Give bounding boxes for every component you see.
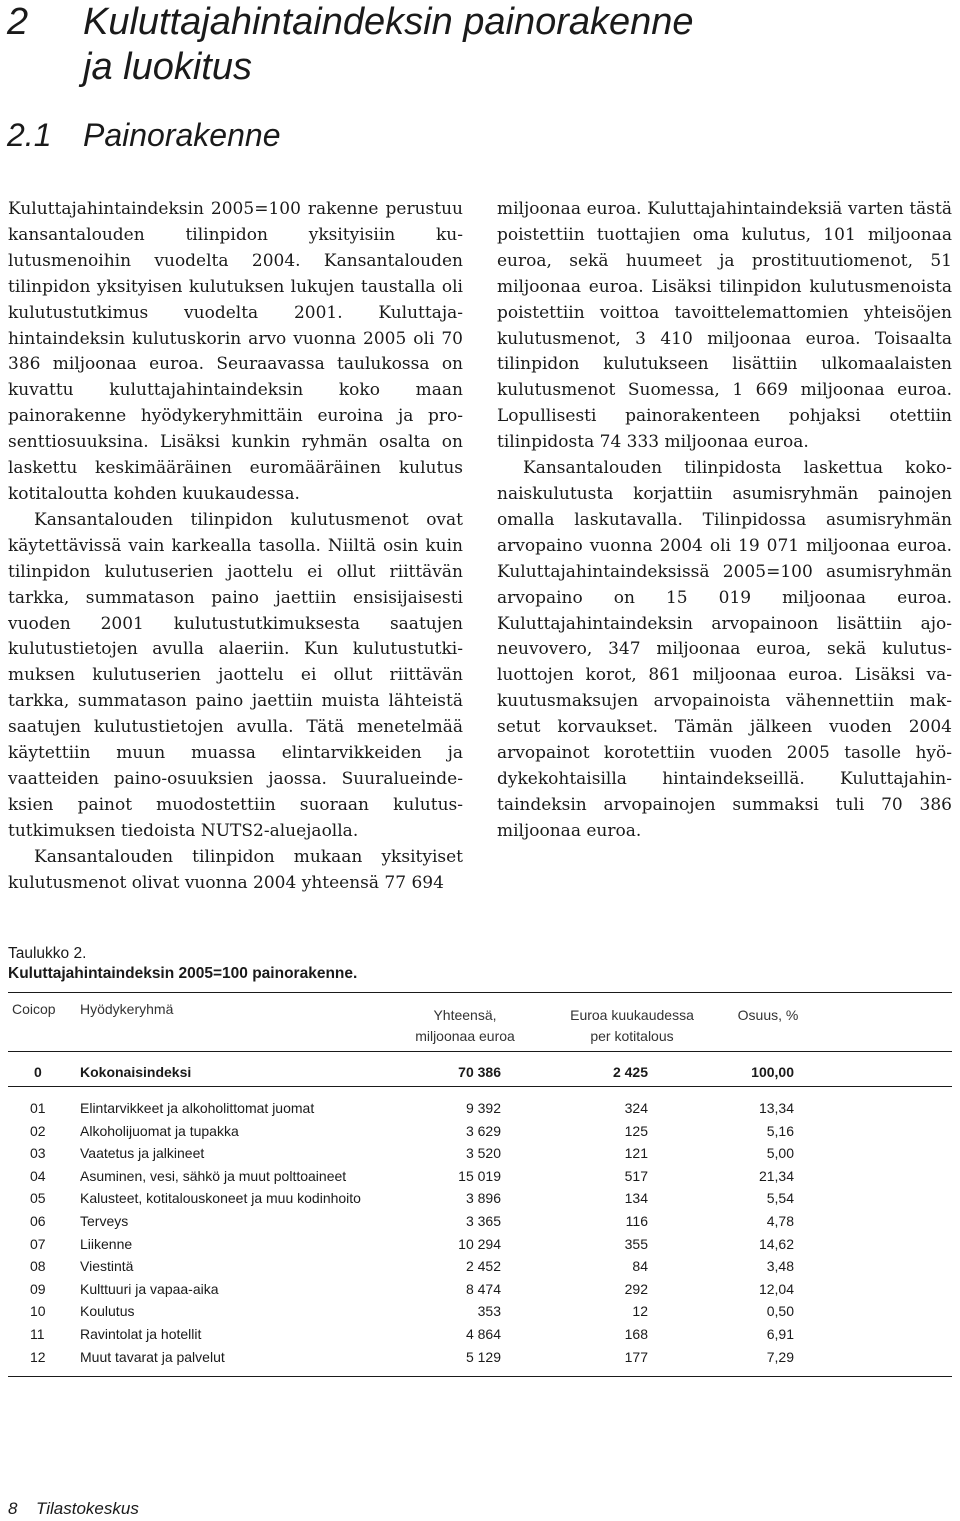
cell-share: 3,48 (766, 1258, 794, 1275)
cell-share: 7,29 (766, 1348, 794, 1365)
page-footer (8, 1499, 139, 1519)
table-row (8, 1142, 952, 1165)
cell-euro: 2 425 (612, 1064, 648, 1080)
header-commodity-group: Hyödykeryhmä (80, 1001, 174, 1017)
cell-total: 353 (477, 1303, 501, 1320)
table-row (8, 1300, 952, 1323)
cell-group: Liikenne (80, 1235, 133, 1252)
table-row (8, 1187, 952, 1210)
cell-euro: 84 (632, 1258, 648, 1275)
table-title: Kuluttajahintaindeksin 2005=100 painorakenne. (8, 965, 358, 982)
cell-share: 6,91 (766, 1325, 794, 1342)
table-caption (8, 944, 357, 984)
cell-code: 06 (30, 1212, 46, 1229)
cell-share: 13,34 (758, 1100, 794, 1116)
table-row (8, 1278, 952, 1301)
cell-total: 5 129 (465, 1348, 501, 1365)
cell-euro: 116 (625, 1212, 648, 1229)
header-euro-line2: per kotitalous (590, 1028, 674, 1044)
cell-euro: 292 (624, 1280, 648, 1297)
cell-code: 0 (34, 1064, 42, 1080)
table-row-total (8, 1058, 952, 1087)
cell-euro: 177 (624, 1348, 648, 1365)
cell-group: Asuminen, vesi, sähkö ja muut polttoaineet (80, 1167, 347, 1184)
cell-total: 4 864 (465, 1325, 501, 1342)
header-total-line1: Yhteensä, (433, 1007, 497, 1023)
table-row (8, 1210, 952, 1233)
cell-euro: 168 (624, 1325, 648, 1342)
right-text-column (497, 197, 952, 845)
header-euro-line1: Euroa kuukaudessa (570, 1007, 694, 1023)
cell-group: Kalusteet, kotitalouskoneet ja muu kodinhoito (80, 1190, 361, 1207)
cell-group: Ravintolat ja hotellit (80, 1325, 202, 1342)
paragraph: Kansantalouden tilinpidosta laskettua kokonaiskulutusta korjattiin asumisryhmän painojen omalla laskutavalla. Tilinpidossa asumisryhmän arvopaino vuonna 2004 oli 19 071 miljoonaa euroa. Kuluttajahintaindeksissä 2005=100 asumisryhmän arvopaino on 15 019 miljoonaa euroa. Kuluttajahintaindeksin arvopainoon lisättiin ajoneuvovero, 347 miljoonaa euroa, sekä kulutusluottojen korot, 861 miljoonaa euroa. Lisäksi vakuutusmaksujen arvopainoista vähennettiin maksetut korvaukset. Tämän jälkeen vuoden 2004 arvopainot korotettiin vuoden 2005 tasolle hyödykekohtaisilla hintaindekseillä. Kuluttajahintaindeksin arvopainojen summaksi tuli 70 386 miljoonaa euroa. (497, 458, 952, 841)
cell-group: Viestintä (80, 1258, 134, 1275)
chapter-title (7, 0, 947, 90)
paragraph: miljoonaa euroa. Kuluttajahintaindeksiä varten tästä poistettiin tuottajien oma kulutus, 101 miljoonaa euroa, sekä huumeet ja prostituutiomenot, 51 miljoonaa euroa. Lisäksi tilinpidon kulutusmenoista poistettiin voittoa tavoittelemattomien yhteisöjen kulutusmenot, 3 410 miljoonaa euroa. Toisaalta tilinpidon kulutukseen lisättiin ulkomaalaisten kulutusmenot Suomessa, 1 669 miljoonaa euroa. Lopullisesti painorakenteen pohjaksi otettiin tilinpidosta 74 333 miljoonaa euroa. (497, 199, 952, 453)
cell-total: 10 294 (458, 1235, 501, 1252)
header-share: Osuus, % (737, 1007, 799, 1023)
cell-code: 09 (30, 1280, 46, 1297)
cell-share: 5,00 (766, 1145, 794, 1162)
cell-euro: 324 (624, 1100, 648, 1116)
cell-code: 11 (30, 1325, 45, 1342)
cell-group: Elintarvikkeet ja alkoholittomat juomat (80, 1100, 315, 1116)
cell-share: 12,04 (758, 1280, 794, 1297)
table-row (8, 1233, 952, 1256)
table-row (8, 1323, 952, 1346)
cell-share: 0,50 (766, 1303, 794, 1320)
cell-euro: 134 (624, 1190, 648, 1207)
cell-total: 3 896 (465, 1190, 501, 1207)
cell-total: 8 474 (465, 1280, 501, 1297)
cell-code: 12 (30, 1348, 46, 1365)
cell-group: Alkoholijuomat ja tupakka (80, 1122, 239, 1139)
cell-code: 02 (30, 1122, 46, 1139)
cell-euro: 12 (632, 1303, 648, 1320)
paragraph: Kansantalouden tilinpidon kulutusmenot ovat käytettävissä vain karkealla tasolla. Niiltä osin kuin tilinpidon kulutuserien jaottelu ei ollut riittävän tarkka, summatason paino jaettiin ensisijaisesti vuoden 2001 kulutustutkimuksesta saatujen kulutustietojen avulla alaeriin. Kun kulutustutkimuksen kulutuserien jaottelu ei ollut riittävän tarkka, summatason paino jaettiin muista lähteistä saatujen kulutustietojen avulla. Tätä menetelmää käytettiin muun muassa elintarvikkeiden ja vaatteiden paino-osuuksien jaossa. Suuralueindeksien painot muodostettiin suoraan kulutustutkimuksen tiedoista NUTS2-aluejaolla. (8, 509, 463, 841)
left-text-column (8, 197, 463, 896)
table-label: Taulukko 2. (8, 945, 87, 962)
cell-code: 04 (30, 1167, 46, 1184)
cell-euro: 517 (624, 1167, 648, 1184)
section-title (7, 114, 280, 156)
cell-euro: 355 (624, 1235, 648, 1252)
cell-total: 9 392 (465, 1100, 501, 1116)
table-row (8, 1165, 952, 1188)
chapter-title-line1: Kuluttajahintaindeksin painorakenne (83, 1, 694, 43)
section-number: 2.1 (7, 117, 52, 153)
header-euro-per-household (542, 1005, 722, 1047)
cell-group: Vaatetus ja jalkineet (80, 1145, 205, 1162)
cell-total: 3 365 (465, 1212, 501, 1229)
paragraph: Kuluttajahintaindeksin 2005=100 rakenne perustuu kansantalouden tilinpidon yksityisiin kulutusmenoihin vuodelta 2004. Kansantalouden tilinpidon yksityisen kulutuksen lukujen taustalla oli kulutustutkimus vuodelta 2001. Kuluttajahintaindeksin kulutuskorin arvo vuonna 2005 oli 70 386 miljoonaa euroa. Seuraavassa taulukossa on kuvattu kuluttajahintaindeksin koko maan painorakenne hyödykeryhmittäin euroina ja prosenttiosuuksina. Lisäksi kunkin ryhmän osalta on laskettu keskimääräinen euromääräinen kulutus kotitaloutta kohden kuukaudessa. (8, 199, 463, 504)
table-row (8, 1346, 952, 1369)
table-header (8, 992, 952, 1052)
table-row (8, 1255, 952, 1278)
cell-group: Kulttuuri ja vapaa-aika (80, 1280, 219, 1297)
header-total-line2: miljoonaa euroa (415, 1028, 515, 1044)
paragraph: Kansantalouden tilinpidon mukaan yksityiset kulutusmenot olivat vuonna 2004 yhteensä 77 694 (8, 846, 463, 893)
cell-code: 05 (30, 1190, 46, 1207)
cell-code: 03 (30, 1145, 46, 1162)
cell-share: 5,16 (766, 1122, 794, 1139)
cell-code: 01 (30, 1100, 46, 1116)
page-number: 8 (8, 1499, 18, 1518)
cell-share: 14,62 (758, 1235, 794, 1252)
chapter-number: 2 (7, 1, 29, 43)
cell-total: 3 629 (465, 1122, 501, 1139)
cell-share: 5,54 (766, 1190, 794, 1207)
table-body (8, 1097, 952, 1368)
table-row (8, 1097, 952, 1120)
cell-share: 21,34 (758, 1167, 794, 1184)
cell-total: 70 386 (458, 1064, 501, 1080)
cell-share: 100,00 (751, 1064, 794, 1080)
cell-group: Kokonaisindeksi (80, 1064, 192, 1080)
cell-code: 07 (30, 1235, 46, 1252)
cell-total: 15 019 (458, 1167, 501, 1184)
cell-group: Muut tavarat ja palvelut (80, 1348, 225, 1365)
table-row (8, 1120, 952, 1143)
chapter-title-line2: ja luokitus (83, 46, 252, 88)
cell-euro: 125 (624, 1122, 648, 1139)
publisher-name: Tilastokeskus (36, 1499, 139, 1518)
cell-group: Terveys (80, 1212, 129, 1229)
cell-code: 08 (30, 1258, 46, 1275)
weight-structure-table (8, 992, 952, 1377)
cell-total: 3 520 (465, 1145, 501, 1162)
cell-share: 4,78 (766, 1212, 794, 1229)
header-total (400, 1005, 530, 1047)
section-title-text: Painorakenne (83, 117, 281, 153)
cell-code: 10 (30, 1303, 46, 1320)
cell-euro: 121 (624, 1145, 648, 1162)
header-coicop: Coicop (12, 1001, 56, 1017)
cell-total: 2 452 (465, 1258, 501, 1275)
cell-group: Koulutus (80, 1303, 135, 1320)
